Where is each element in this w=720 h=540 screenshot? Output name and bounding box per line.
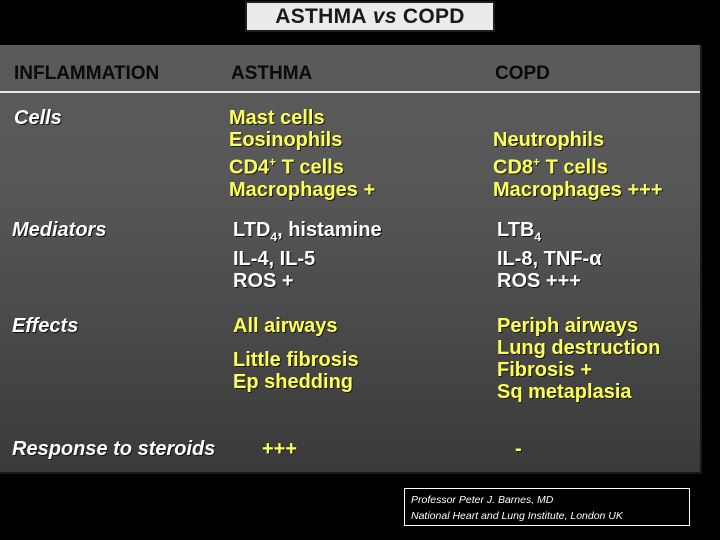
effects-asthma-item: All airways xyxy=(233,315,338,337)
effects-copd xyxy=(497,315,660,403)
comparison-table xyxy=(0,45,702,474)
table-header xyxy=(0,45,700,93)
effects-copd-item: Lung destruction xyxy=(497,337,661,359)
mediators-asthma xyxy=(233,219,382,292)
effects-copd-item: Periph airways xyxy=(497,315,639,337)
row-label-steroids: Response to steroids xyxy=(12,438,216,460)
credit-institution: National Heart and Lung Institute, London UK xyxy=(411,510,623,522)
mediators-asthma-item: ROS + xyxy=(233,270,294,292)
title-copd: COPD xyxy=(402,4,465,28)
cells-asthma-item: Macrophages + xyxy=(229,178,376,201)
mediators-copd-item: IL-8, TNF-α xyxy=(497,248,602,270)
mediators-asthma-item: IL-4, IL-5 xyxy=(233,248,316,270)
effects-asthma-item: Ep shedding xyxy=(233,371,353,393)
cells-asthma-item: Eosinophils xyxy=(229,129,343,151)
header-copd: COPD xyxy=(495,63,550,84)
effects-copd-item: Sq metaplasia xyxy=(497,381,632,403)
mediators-copd-item: $LTB_4$ xyxy=(497,219,542,244)
cells-asthma xyxy=(229,107,375,201)
header-inflammation: INFLAMMATION xyxy=(14,63,160,84)
cells-copd xyxy=(493,129,663,201)
cells-asthma-item: Mast cells xyxy=(229,107,325,129)
cells-asthma-item: CD4+ T cells xyxy=(229,155,344,179)
effects-asthma xyxy=(233,315,359,393)
credit-box xyxy=(404,488,690,526)
title-vs: vs xyxy=(372,4,397,28)
mediators-asthma-item: $LTD_4$, histamine xyxy=(233,219,382,244)
mediators-copd-item: ROS +++ xyxy=(497,270,581,292)
effects-asthma-item: Little fibrosis xyxy=(233,349,359,371)
row-label-cells: Cells xyxy=(14,107,62,129)
row-label-effects: Effects xyxy=(12,315,79,337)
slide-title xyxy=(245,1,495,32)
steroids-copd: - xyxy=(515,438,522,460)
title-asthma: ASTHMA xyxy=(275,4,367,28)
steroids-asthma: +++ xyxy=(262,438,298,460)
cells-copd-item: CD8+ T cells xyxy=(493,155,608,179)
mediators-copd xyxy=(497,219,602,292)
header-asthma: ASTHMA xyxy=(231,63,313,84)
row-label-mediators: Mediators xyxy=(12,219,107,241)
effects-copd-item: Fibrosis + xyxy=(497,359,593,381)
cells-copd-item: Neutrophils xyxy=(493,129,605,151)
cells-copd-item: Macrophages +++ xyxy=(493,178,663,201)
credit-author: Professor Peter J. Barnes, MD xyxy=(411,494,554,506)
